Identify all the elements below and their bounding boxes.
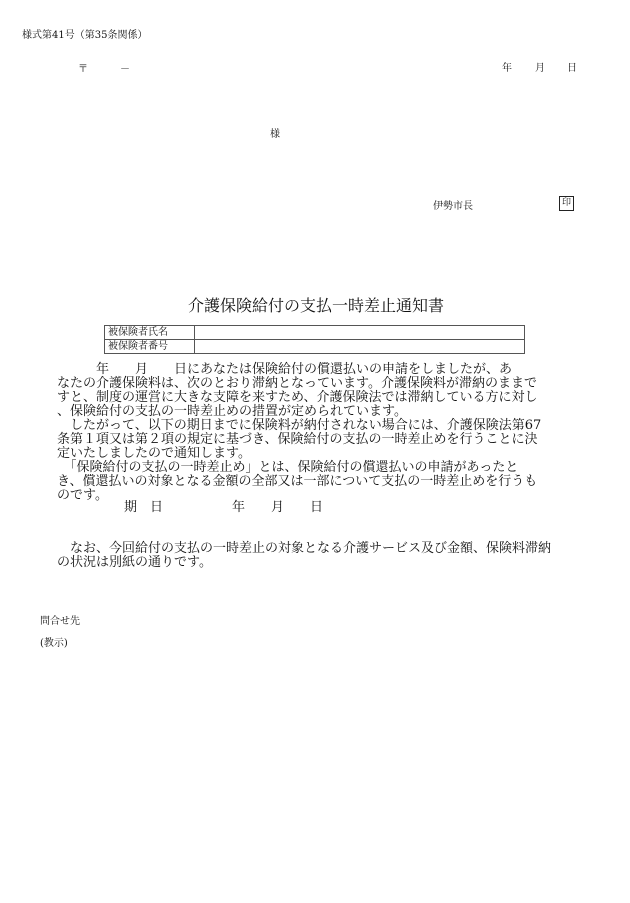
form-number: 様式第41号（第35条関係）: [22, 30, 148, 41]
insured-number-label: 被保険者番号: [105, 340, 195, 354]
addressee-suffix: 様: [270, 129, 280, 140]
date-day: 日: [567, 63, 577, 74]
seal-mark: 印: [559, 196, 574, 211]
instruction-label: (教示): [40, 638, 68, 649]
note-line: の状況は別紙の通りです。: [57, 555, 212, 570]
body-line: き、償還払いの対象となる金額の全部又は一部について支払の一時差止めを行うも: [57, 474, 538, 489]
postal-dash: －: [120, 64, 130, 75]
deadline-label: 期 日: [124, 500, 164, 515]
body-line: したがって、以下の期日までに保険料が納付されない場合には、介護保険法第67: [57, 418, 542, 433]
body-line: なたの介護保険料は、次のとおり滞納となっています。介護保険料が滞納のままで: [57, 376, 537, 391]
body-line: のです。: [57, 488, 108, 503]
issuer: 伊勢市長: [433, 201, 473, 212]
body-line: 定いたしましたので通知します。: [57, 446, 251, 461]
insured-name-value: [195, 326, 525, 340]
date-year: 年: [502, 63, 512, 74]
postal-mark: 〒: [78, 64, 88, 75]
body-line: 年 月 日にあなたは保険給付の償還払いの申請をしましたが、あ: [57, 362, 513, 377]
body-line: 条第１項又は第２項の規定に基づき、保険給付の支払の一時差止めを行うことに決: [57, 432, 538, 447]
insured-name-label: 被保険者氏名: [105, 326, 195, 340]
body-line: すと、制度の運営に大きな支障を来すため、介護保険法では滞納している方に対し: [57, 390, 538, 405]
body-line: 、保険給付の支払の一時差止めの措置が定められています。: [57, 404, 407, 419]
deadline-date: 年 月 日: [232, 500, 324, 515]
page-title: 介護保険給付の支払一時差止通知書: [188, 296, 445, 315]
insured-number-value: [195, 340, 525, 354]
body-line: 「保険給付の支払の一時差止め」とは、保険給付の償還払いの申請があったと: [57, 460, 519, 475]
table-row: [105, 340, 525, 354]
insured-info-table: [104, 325, 525, 354]
note-line: なお、今回給付の支払の一時差止の対象となる介護サービス及び金額、保険料滞納: [57, 541, 552, 556]
contact-label: 問合せ先: [40, 616, 80, 627]
date-month: 月: [535, 63, 545, 74]
table-row: [105, 326, 525, 340]
